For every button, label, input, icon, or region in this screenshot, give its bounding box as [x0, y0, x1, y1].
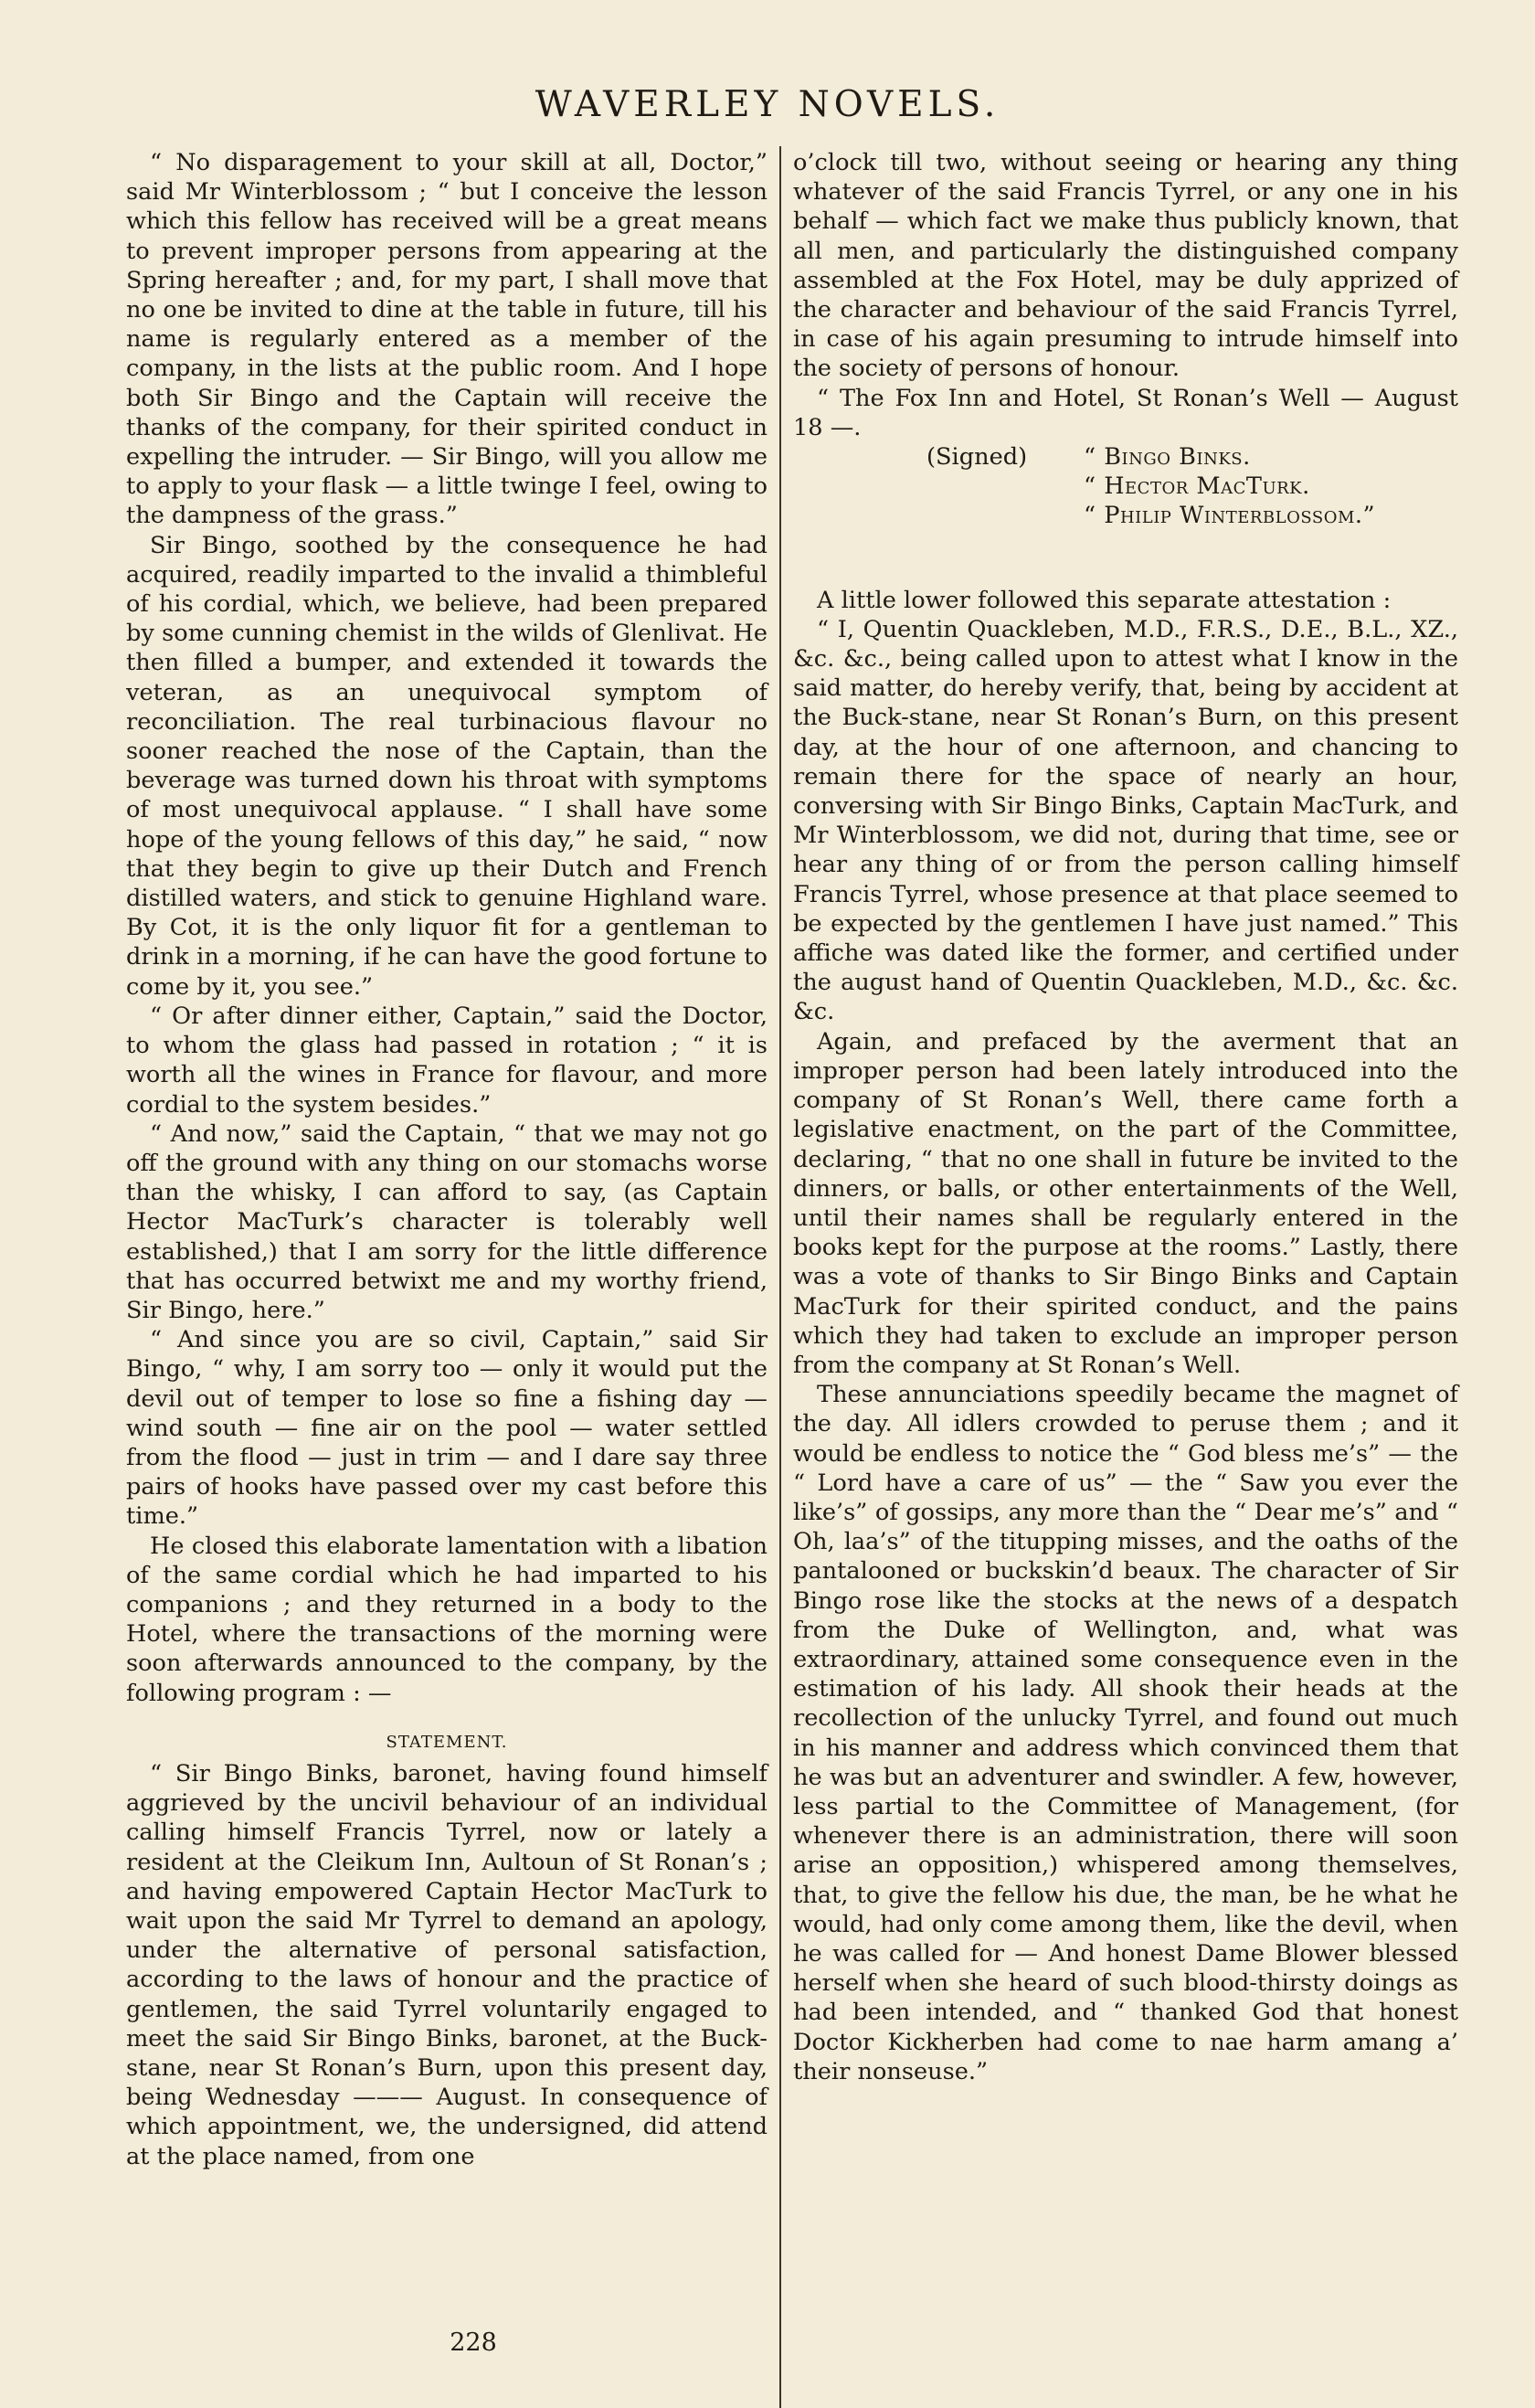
dateline: “ The Fox Inn and Hotel, St Ronan’s Well — August 18 —. [793, 384, 1458, 441]
signatory-name: “ Philip Winterblossom.” [1084, 502, 1376, 530]
body-paragraph: “ And now,” said the Captain, “ that we may not go off the ground with any thing on our stomachs worse than the whisky, I can afford to say, (as Captain Hector MacTurk’s character is tolerably well established,) that I am sorry for the little difference that has occurred betwixt me and my worthy friend, Sir Bingo, here.” [126, 1119, 768, 1324]
signatory-name: “ Hector MacTurk. [1084, 472, 1310, 501]
body-paragraph: Again, and prefaced by the averment that an improper person had been lately introduced into the company of St Ronan’s Well, there came forth a legislative enactment, on the part of the Committee, declaring, “ that no one shall in future be invited to the dinners, or balls, or other entertainments of the Well, until their names shall be regularly entered in the books kept for the purpose at the rooms.” Lastly, there was a vote of thanks to Sir Bingo Binks and Captain MacTurk for their spirited conduct, and the pains which they had taken to exclude an improper person from the company at St Ronan’s Well. [793, 1027, 1458, 1379]
body-paragraph: “ Or after dinner either, Captain,” said the Doctor, to whom the glass had passed in rotation ; “ it is worth all the wines in France for flavour, and more cordial to the system besides.” [126, 1002, 768, 1119]
statement-paragraph: “ Sir Bingo Binks, baronet, having found himself aggrieved by the uncivil behaviour of an individual calling himself Francis Tyrrel, now or lately a resident at the Cleikum Inn, Aultoun of St Ronan’s ; and having empowered Captain Hector MacTurk to wait upon the said Mr Tyrrel to demand an apology, under the alternative of personal satisfaction, according to the laws of honour and the practice of gentlemen, the said Tyrrel voluntarily engaged to meet the said Sir Bingo Binks, baronet, at the Buck-stane, near St Ronan’s Burn, upon this present day, being Wednesday ——— August. In consequence of which appointment, we, the undersigned, did attend at the place named, from one [126, 1759, 768, 2170]
body-paragraph: A little lower followed this separate attestation : [817, 586, 1392, 614]
body-paragraph: “ I, Quentin Quackleben, M.D., F.R.S., D.E., B.L., XZ., &c. &c., being called upon to attest what I know in the said matter, do hereby verify, that, being by accident at the Buck-stane, near St Ronan’s Burn, on this present day, at the hour of one afternoon, and chancing to remain there for the space of nearly an hour, conversing with Sir Bingo Binks, Captain MacTurk, and Mr Winterblossom, we did not, during that time, see or hear any thing of or from the person calling himself Francis Tyrrel, whose presence at that place seemed to be expected by the gentlemen I have just named.” This affiche was dated like the former, and certified under the august hand of Quentin Quackleben, M.D., &c. &c. &c. [793, 615, 1458, 1026]
page-number: 228 [450, 2328, 497, 2357]
column-divider [779, 146, 781, 2408]
body-paragraph: He closed this elaborate lamentation with a libation of the same cordial which he had imparted to his companions ; and they returned in a body to the Hotel, where the transactions of the morning were soon afterwards announced to the company, by the following program : — [126, 1532, 768, 1707]
statement-heading: STATEMENT. [386, 1732, 508, 1752]
body-paragraph: “ No disparagement to your skill at all, Doctor,” said Mr Winterblossom ; “ but I conceive the lesson which this fellow has received will be a great means to prevent improper persons from appearing at the Spring hereafter ; and, for my part, I shall move that no one be invited to dine at the table in future, till his name is regularly entered as a member of the company, in the lists at the public room. And I hope both Sir Bingo and the Captain will receive the thanks of the company, for their spirited conduct in expelling the intruder. — Sir Bingo, will you allow me to apply to your flask — a little twinge I feel, owing to the dampness of the grass.” [126, 149, 768, 530]
right-column [793, 148, 1458, 2086]
left-column [126, 148, 768, 2171]
body-paragraph: These annunciations speedily became the magnet of the day. All idlers crowded to peruse them ; and it would be endless to notice the “ God bless me’s” — the “ Lord have a care of us” — the “ Saw you ever the like’s” of gossips, any more than the “ Dear me’s” and “ Oh, laa’s” of the titupping misses, and the oaths of the pantalooned or buckskin’d beaux. The character of Sir Bingo rose like the stocks at the news of a despatch from the Duke of Wellington, and, what was extraordinary, attained some consequence even in the estimation of his lady. All shook their heads at the recollection of the unlucky Tyrrel, and found out much in his manner and address which convinced them that he was but an adventurer and swindler. A few, however, less partial to the Committee of Management, (for whenever there is an administration, there will soon arise an opposition,) whispered among themselves, that, to give the fellow his due, the man, be he what he would, had only come among them, like the devil, when he was called for — And honest Dame Blower blessed herself when she heard of such blood-thirsty doings as had been intended, and “ thanked God that honest Doctor Kickherben had come to nae harm amang a’ their nonseuse.” [793, 1381, 1458, 2085]
signature-block [793, 442, 1458, 531]
body-paragraph: “ And since you are so civil, Captain,” said Sir Bingo, “ why, I am sorry too — only it would put the devil out of temper to lose so fine a fishing day — wind south — fine air on the pool — water settled from the flood — just in trim — and I dare say three pairs of hooks have passed over my cast before this time.” [126, 1326, 768, 1531]
body-paragraph: Sir Bingo, soothed by the consequence he had acquired, readily imparted to the invalid a thimbleful of his cordial, which, we believe, had been prepared by some cunning chemist in the wilds of Glenlivat. He then filled a bumper, and extended it towards the veteran, as an unequivocal symptom of reconciliation. The real turbinacious flavour no sooner reached the nose of the Captain, than the beverage was turned down his throat with symptoms of most unequivocal applause. “ I shall have some hope of the young fellows of this day,” he said, “ now that they begin to give up their Dutch and French distilled waters, and stick to genuine Highland ware. By Cot, it is the only liquor fit for a gentleman to drink in a morning, if he can have the good fortune to come by it, you see.” [126, 531, 768, 1001]
statement-continuation: o’clock till two, without seeing or hearing any thing whatever of the said Francis Tyrrel, or any one in his behalf — which fact we make thus publicly known, that all men, and particularly the distinguished company assembled at the Fox Hotel, may be duly apprized of the character and behaviour of the said Francis Tyrrel, in case of his again presuming to intrude himself into the society of persons of honour. [793, 149, 1458, 383]
signed-label: (Signed) [926, 443, 1028, 472]
running-header: WAVERLEY NOVELS. [535, 84, 1000, 125]
signatory-name: “ Bingo Binks. [1084, 443, 1251, 472]
